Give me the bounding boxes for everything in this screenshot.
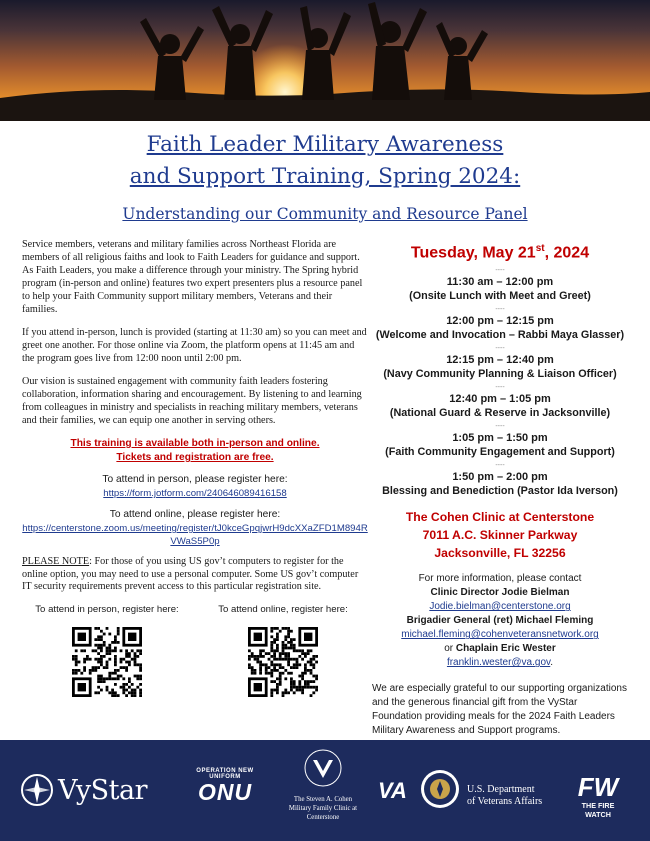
event-date-main: Tuesday, May 21 (410, 244, 536, 262)
schedule-time: 12:15 pm – 12:40 pm (446, 354, 554, 367)
schedule-time: 1:05 pm – 1:50 pm (452, 432, 548, 445)
contact-3-suffix: . (550, 657, 554, 669)
schedule-separator: ---- (495, 345, 505, 353)
contact-1-email-link[interactable]: Jodie.bielman@centerstone.org (429, 601, 571, 613)
schedule-time: 11:30 am – 12:00 pm (446, 276, 554, 289)
schedule-description: (Onsite Lunch with Meet and Greet) (409, 290, 591, 303)
venue-name: The Cohen Clinic at Centerstone (405, 510, 595, 525)
onu-logo (185, 768, 265, 804)
va-line-2: of Veterans Affairs (467, 796, 543, 807)
cohen-clinic-logo (282, 748, 364, 822)
subtitle: Understanding our Community and Resource Panel (122, 205, 528, 223)
please-note-label: PLEASE NOTE (22, 556, 90, 567)
qr-inperson-block (22, 604, 192, 697)
schedule-description: (National Guard & Reserve in Jacksonville) (389, 407, 611, 420)
availability-note (22, 437, 368, 465)
schedule-time: 12:40 pm – 1:05 pm (449, 393, 551, 406)
va-department-text (467, 784, 542, 808)
fire-watch-mark: FW (577, 772, 619, 802)
schedule-item (370, 383, 630, 420)
venue-city: Jacksonville, FL 32256 (434, 546, 566, 561)
schedule-description: (Navy Community Planning & Liaison Officer) (383, 368, 617, 381)
cohen-emblem-icon (303, 748, 343, 788)
free-registration-line: Tickets and registration are free. (116, 452, 274, 463)
schedule-item (370, 305, 630, 342)
event-date-suffix: st (535, 243, 545, 254)
sponsor-footer (0, 740, 650, 841)
left-column (22, 238, 368, 697)
schedule-description: Blessing and Benediction (Pastor Ida Iverson) (382, 485, 618, 498)
please-note-text: : For those of you using US gov’t computers to register for the online option, you may need to use a personal computer. Some US gov’t computer IT security requirements prevent access to this particular registration site. (22, 556, 359, 592)
va-seal-icon (420, 769, 460, 814)
venue-block (370, 508, 630, 562)
gratitude-paragraph: We are especially grateful to our supporting organizations and the generous financial gift from the VyStar Foundation providing meals for the 2024 Faith Leaders Military Awareness and Support programs. (372, 683, 627, 737)
main-title-line-1: Faith Leader Military Awareness (146, 132, 504, 157)
lunch-paragraph: If you attend in-person, lunch is provided (starting at 11:30 am) so you can meet and greet one another. For those online via Zoom, the platform opens at 11:45 am and the program goes live from 12:00 noon until 2:00 pm. (22, 327, 367, 364)
contact-3-email-link[interactable]: franklin.wester@va.gov (446, 657, 551, 669)
schedule-separator: ---- (495, 384, 505, 392)
schedule-separator: ---- (495, 423, 505, 431)
schedule-item (370, 344, 630, 381)
qr-inperson-label: To attend in person, register here: (35, 603, 179, 615)
main-title-line-2: and Support Training, Spring 2024: (129, 164, 521, 189)
contact-3-name: Chaplain Eric Wester (455, 643, 556, 655)
onu-arc-text: OPERATION NEW UNIFORM (196, 768, 254, 780)
event-date (370, 238, 630, 264)
schedule-separator: ---- (495, 267, 505, 275)
schedule-description: (Faith Community Engagement and Support) (385, 446, 615, 459)
contact-2-name: Brigadier General (ret) Michael Fleming (406, 615, 594, 627)
right-column (370, 238, 630, 738)
vystar-logo (20, 773, 147, 807)
contact-3-prefix: or (444, 643, 456, 655)
availability-line: This training is available both in-person and online. (70, 438, 320, 449)
please-note (22, 556, 368, 594)
schedule-item (370, 266, 630, 303)
inperson-register-link[interactable]: https://form.jotform.com/240646089416158 (103, 488, 287, 499)
onu-wordmark: ONU (197, 779, 253, 805)
schedule-separator: ---- (495, 462, 505, 470)
schedule-item (370, 461, 630, 498)
schedule (370, 266, 630, 498)
contact-2-email-link[interactable]: michael.fleming@cohenveteransnetwork.org (401, 629, 599, 641)
qr-code-row (22, 604, 368, 697)
cohen-caption: The Steven A. Cohen Military Family Clinic at Centerstone (288, 796, 358, 821)
schedule-item (370, 422, 630, 459)
qr-online-label: To attend online, register here: (218, 603, 348, 615)
qr-code-inperson[interactable] (72, 627, 142, 697)
qr-online-block (198, 604, 368, 697)
online-register-label: To attend online, please register here: (109, 509, 281, 520)
va-letters: VA (378, 778, 407, 803)
schedule-separator: ---- (495, 306, 505, 314)
hero-image-sunset-silhouettes (0, 0, 650, 121)
contact-intro: For more information, please contact (418, 573, 582, 585)
inperson-register-label: To attend in person, please register here: (102, 474, 288, 485)
va-line-1: U.S. Department (467, 784, 535, 795)
vystar-wordmark: VyStar (58, 774, 148, 806)
online-register-link[interactable]: https://centerstone.zoom.us/meeting/register/tJ0kceGpqjwrH9dcXXaZFD1M894RVWaS5P0p (22, 523, 368, 547)
fire-watch-text: THE FIRE WATCH (581, 801, 615, 819)
contact-block (370, 572, 630, 670)
event-date-year: , 2024 (544, 244, 590, 262)
schedule-time: 12:00 pm – 12:15 pm (446, 315, 554, 328)
schedule-time: 1:50 pm – 2:00 pm (452, 471, 548, 484)
compass-icon (20, 773, 54, 807)
venue-street: 7011 A.C. Skinner Parkway (422, 528, 578, 543)
intro-paragraph: Service members, veterans and military families across Northeast Florida are members of all religious faiths and look to Faith Leaders for guidance and support. As Faith Leaders, you make a difference through your ministry. The Spring hybrid program (in-person and online) features two expert presenters plus a resource panel to help your Faith Community support military members, Veterans and their families. (22, 239, 363, 315)
fire-watch-logo (568, 774, 628, 819)
vision-paragraph: Our vision is sustained engagement with community faith leaders fostering collaboration, information sharing and encouragement. By listening to and learning from colleagues in ministry and specialists in reaching military members, veterans and their families, we can equip one another in serving others. (22, 376, 362, 426)
contact-1-name: Clinic Director Jodie Bielman (430, 587, 570, 599)
qr-code-online[interactable] (248, 627, 318, 697)
schedule-description: (Welcome and Invocation – Rabbi Maya Glasser) (375, 329, 625, 342)
